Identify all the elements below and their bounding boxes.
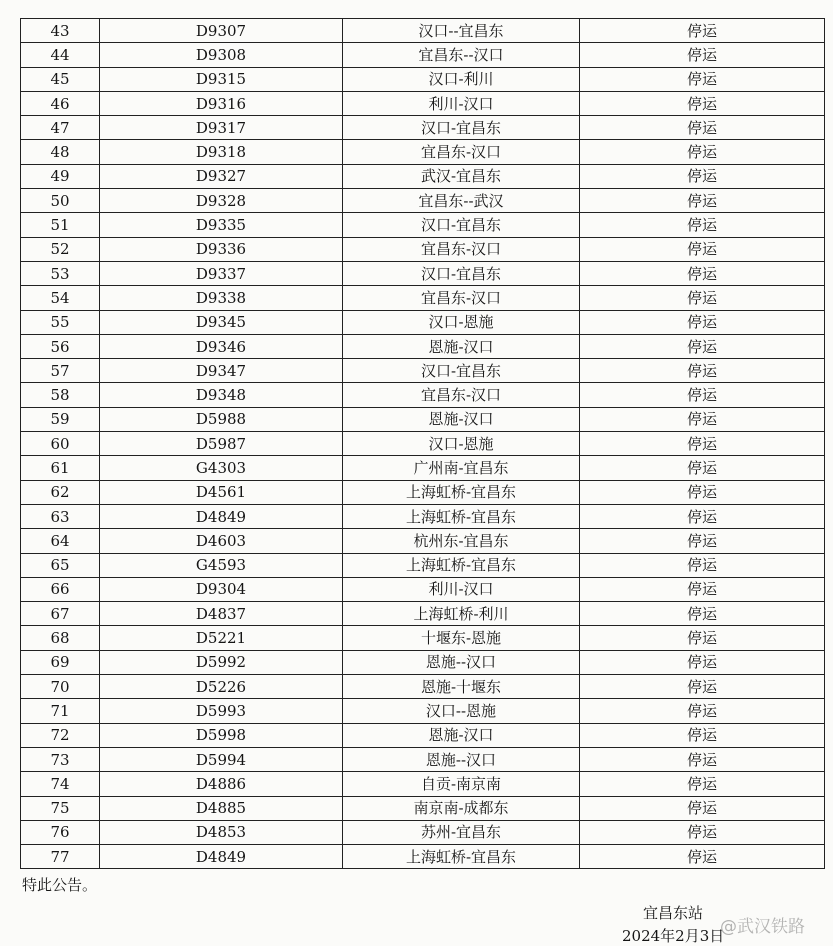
row-number-cell: 64	[21, 529, 100, 553]
table-row	[21, 237, 825, 261]
route-cell: 宜昌东-汉口	[343, 140, 580, 164]
route-cell: 杭州东-宜昌东	[343, 529, 580, 553]
row-number-cell: 58	[21, 383, 100, 407]
table-row	[21, 164, 825, 188]
route-cell: 汉口--宜昌东	[343, 19, 580, 43]
status-cell: 停运	[580, 456, 825, 480]
route-cell: 宜昌东--汉口	[343, 43, 580, 67]
train-number-cell: D4885	[100, 796, 343, 820]
route-cell: 武汉-宜昌东	[343, 164, 580, 188]
status-cell: 停运	[580, 675, 825, 699]
route-cell: 宜昌东-汉口	[343, 383, 580, 407]
row-number-cell: 73	[21, 747, 100, 771]
route-cell: 汉口-宜昌东	[343, 213, 580, 237]
row-number-cell: 51	[21, 213, 100, 237]
row-number-cell: 74	[21, 772, 100, 796]
train-suspension-table	[20, 18, 825, 869]
table-row	[21, 480, 825, 504]
train-number-cell: D9328	[100, 189, 343, 213]
table-row	[21, 432, 825, 456]
status-cell: 停运	[580, 407, 825, 431]
status-cell: 停运	[580, 723, 825, 747]
route-cell: 恩施--汉口	[343, 650, 580, 674]
table-row	[21, 699, 825, 723]
train-number-cell: D4603	[100, 529, 343, 553]
table-row	[21, 19, 825, 43]
route-cell: 恩施-十堰东	[343, 675, 580, 699]
table-row	[21, 504, 825, 528]
route-cell: 汉口-宜昌东	[343, 261, 580, 285]
status-cell: 停运	[580, 43, 825, 67]
train-number-cell: D5993	[100, 699, 343, 723]
row-number-cell: 67	[21, 602, 100, 626]
table-row	[21, 310, 825, 334]
status-cell: 停运	[580, 845, 825, 869]
table-row	[21, 140, 825, 164]
status-cell: 停运	[580, 747, 825, 771]
table-row	[21, 796, 825, 820]
table-row	[21, 43, 825, 67]
train-number-cell: D5994	[100, 747, 343, 771]
table-row	[21, 747, 825, 771]
status-cell: 停运	[580, 820, 825, 844]
row-number-cell: 70	[21, 675, 100, 699]
table-row	[21, 602, 825, 626]
train-number-cell: D9336	[100, 237, 343, 261]
train-number-cell: D9338	[100, 286, 343, 310]
route-cell: 汉口-宜昌东	[343, 116, 580, 140]
train-number-cell: D9308	[100, 43, 343, 67]
train-number-cell: D4886	[100, 772, 343, 796]
train-number-cell: D4849	[100, 845, 343, 869]
status-cell: 停运	[580, 480, 825, 504]
table-row	[21, 67, 825, 91]
route-cell: 十堰东-恩施	[343, 626, 580, 650]
train-number-cell: G4303	[100, 456, 343, 480]
route-cell: 自贡-南京南	[343, 772, 580, 796]
status-cell: 停运	[580, 140, 825, 164]
status-cell: 停运	[580, 237, 825, 261]
table-row	[21, 723, 825, 747]
table-row	[21, 286, 825, 310]
route-cell: 利川-汉口	[343, 91, 580, 115]
status-cell: 停运	[580, 577, 825, 601]
row-number-cell: 71	[21, 699, 100, 723]
route-cell: 南京南-成都东	[343, 796, 580, 820]
row-number-cell: 54	[21, 286, 100, 310]
train-number-cell: D4561	[100, 480, 343, 504]
train-number-cell: D9337	[100, 261, 343, 285]
train-number-cell: D4853	[100, 820, 343, 844]
station-name: 宜昌东站	[643, 904, 704, 922]
row-number-cell: 52	[21, 237, 100, 261]
row-number-cell: 45	[21, 67, 100, 91]
train-number-cell: D9315	[100, 67, 343, 91]
notice-text: 特此公告。	[22, 876, 98, 894]
status-cell: 停运	[580, 286, 825, 310]
status-cell: 停运	[580, 529, 825, 553]
train-number-cell: D5992	[100, 650, 343, 674]
table-row	[21, 456, 825, 480]
route-cell: 恩施-汉口	[343, 407, 580, 431]
row-number-cell: 62	[21, 480, 100, 504]
row-number-cell: 66	[21, 577, 100, 601]
table-row	[21, 675, 825, 699]
row-number-cell: 43	[21, 19, 100, 43]
status-cell: 停运	[580, 650, 825, 674]
status-cell: 停运	[580, 383, 825, 407]
train-number-cell: D9318	[100, 140, 343, 164]
route-cell: 汉口-利川	[343, 67, 580, 91]
row-number-cell: 59	[21, 407, 100, 431]
train-number-cell: D4837	[100, 602, 343, 626]
row-number-cell: 57	[21, 359, 100, 383]
status-cell: 停运	[580, 310, 825, 334]
watermark: @武汉铁路	[720, 917, 805, 937]
table-row	[21, 577, 825, 601]
table-row	[21, 261, 825, 285]
table-row	[21, 553, 825, 577]
status-cell: 停运	[580, 359, 825, 383]
train-number-cell: D9307	[100, 19, 343, 43]
route-cell: 恩施--汉口	[343, 747, 580, 771]
row-number-cell: 68	[21, 626, 100, 650]
row-number-cell: 69	[21, 650, 100, 674]
route-cell: 上海虹桥-利川	[343, 602, 580, 626]
route-cell: 上海虹桥-宜昌东	[343, 480, 580, 504]
table-row	[21, 189, 825, 213]
table-row	[21, 116, 825, 140]
train-number-cell: D9316	[100, 91, 343, 115]
table-row	[21, 820, 825, 844]
table-row	[21, 213, 825, 237]
route-cell: 宜昌东-汉口	[343, 286, 580, 310]
train-number-cell: D9345	[100, 310, 343, 334]
row-number-cell: 72	[21, 723, 100, 747]
route-cell: 利川-汉口	[343, 577, 580, 601]
status-cell: 停运	[580, 772, 825, 796]
table-row	[21, 91, 825, 115]
route-cell: 汉口--恩施	[343, 699, 580, 723]
table-body	[21, 19, 825, 869]
status-cell: 停运	[580, 116, 825, 140]
train-number-cell: G4593	[100, 553, 343, 577]
row-number-cell: 65	[21, 553, 100, 577]
train-number-cell: D9347	[100, 359, 343, 383]
status-cell: 停运	[580, 19, 825, 43]
row-number-cell: 63	[21, 504, 100, 528]
table-row	[21, 529, 825, 553]
route-cell: 广州南-宜昌东	[343, 456, 580, 480]
train-number-cell: D5226	[100, 675, 343, 699]
table-row	[21, 334, 825, 358]
train-number-cell: D9327	[100, 164, 343, 188]
table-row	[21, 626, 825, 650]
row-number-cell: 44	[21, 43, 100, 67]
train-number-cell: D5988	[100, 407, 343, 431]
route-cell: 宜昌东-汉口	[343, 237, 580, 261]
route-cell: 恩施-汉口	[343, 334, 580, 358]
route-cell: 恩施-汉口	[343, 723, 580, 747]
status-cell: 停运	[580, 504, 825, 528]
row-number-cell: 60	[21, 432, 100, 456]
table-row	[21, 359, 825, 383]
row-number-cell: 49	[21, 164, 100, 188]
row-number-cell: 55	[21, 310, 100, 334]
status-cell: 停运	[580, 213, 825, 237]
table-row	[21, 650, 825, 674]
row-number-cell: 50	[21, 189, 100, 213]
train-number-cell: D5987	[100, 432, 343, 456]
table-row	[21, 383, 825, 407]
route-cell: 宜昌东--武汉	[343, 189, 580, 213]
row-number-cell: 53	[21, 261, 100, 285]
route-cell: 苏州-宜昌东	[343, 820, 580, 844]
train-number-cell: D9346	[100, 334, 343, 358]
status-cell: 停运	[580, 334, 825, 358]
train-number-cell: D5998	[100, 723, 343, 747]
status-cell: 停运	[580, 553, 825, 577]
train-number-cell: D9304	[100, 577, 343, 601]
row-number-cell: 77	[21, 845, 100, 869]
route-cell: 汉口-恩施	[343, 432, 580, 456]
status-cell: 停运	[580, 261, 825, 285]
status-cell: 停运	[580, 626, 825, 650]
status-cell: 停运	[580, 796, 825, 820]
train-number-cell: D9317	[100, 116, 343, 140]
route-cell: 汉口-恩施	[343, 310, 580, 334]
route-cell: 上海虹桥-宜昌东	[343, 504, 580, 528]
route-cell: 上海虹桥-宜昌东	[343, 553, 580, 577]
train-number-cell: D9335	[100, 213, 343, 237]
table-row	[21, 407, 825, 431]
row-number-cell: 46	[21, 91, 100, 115]
train-number-cell: D4849	[100, 504, 343, 528]
route-cell: 汉口-宜昌东	[343, 359, 580, 383]
table-row	[21, 772, 825, 796]
status-cell: 停运	[580, 432, 825, 456]
status-cell: 停运	[580, 189, 825, 213]
row-number-cell: 47	[21, 116, 100, 140]
train-number-cell: D9348	[100, 383, 343, 407]
status-cell: 停运	[580, 699, 825, 723]
row-number-cell: 76	[21, 820, 100, 844]
row-number-cell: 48	[21, 140, 100, 164]
status-cell: 停运	[580, 67, 825, 91]
notice-date: 2024年2月3日	[622, 927, 725, 945]
route-cell: 上海虹桥-宜昌东	[343, 845, 580, 869]
table-row	[21, 845, 825, 869]
row-number-cell: 75	[21, 796, 100, 820]
status-cell: 停运	[580, 91, 825, 115]
row-number-cell: 61	[21, 456, 100, 480]
status-cell: 停运	[580, 164, 825, 188]
train-number-cell: D5221	[100, 626, 343, 650]
row-number-cell: 56	[21, 334, 100, 358]
status-cell: 停运	[580, 602, 825, 626]
